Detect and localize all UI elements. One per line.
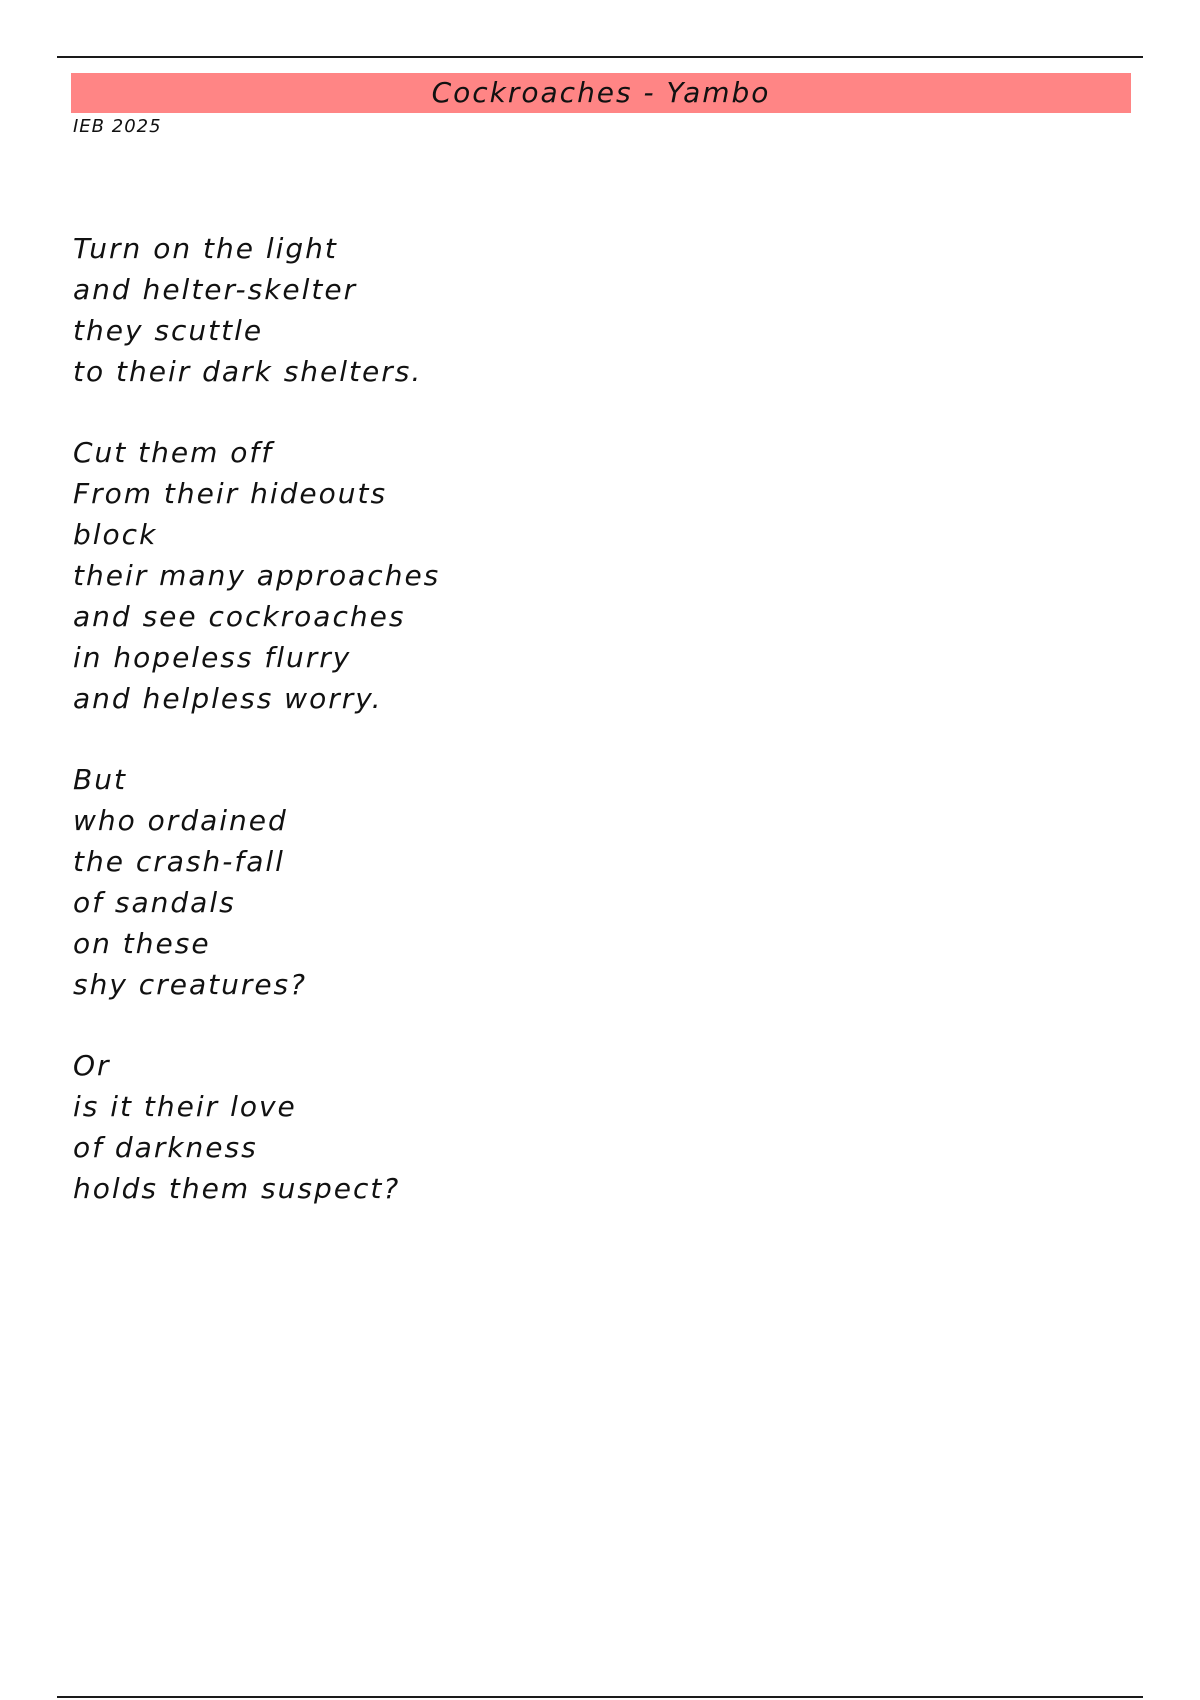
poem-line: is it their love [73,1090,297,1123]
poem-line: Cut them off [73,436,274,469]
page-title: Cockroaches - Yambo [431,76,771,109]
poem-line: they scuttle [73,314,264,347]
poem-line: and helter-skelter [73,273,358,306]
title-banner [71,73,1131,113]
poem-line: who ordained [73,804,288,837]
stanza-2 [73,432,773,719]
poem-line: and see cockroaches [73,600,406,633]
poem-line: But [73,763,127,796]
poem-line: and helpless worry. [73,682,383,715]
poem-line: the crash-fall [73,845,285,878]
stanza-3 [73,759,773,1005]
exam-label: IEB 2025 [73,116,162,137]
poem-line: to their dark shelters. [73,355,423,388]
poem-line: shy creatures? [73,968,308,1001]
stanza-1 [73,228,773,392]
bottom-divider [57,1696,1143,1698]
poem-line: of sandals [73,886,236,919]
poem-line: on these [73,927,211,960]
stanza-4 [73,1045,773,1209]
poem-line: Turn on the light [73,232,338,265]
top-divider [57,56,1143,58]
poem-line: From their hideouts [73,477,388,510]
poem-line: of darkness [73,1131,258,1164]
poem-line: in hopeless flurry [73,641,352,674]
poem-line: block [73,518,158,551]
poem-line: Or [73,1049,111,1082]
poem-line: their many approaches [73,559,441,592]
poem-body [73,228,773,1249]
poem-line: holds them suspect? [73,1172,401,1205]
